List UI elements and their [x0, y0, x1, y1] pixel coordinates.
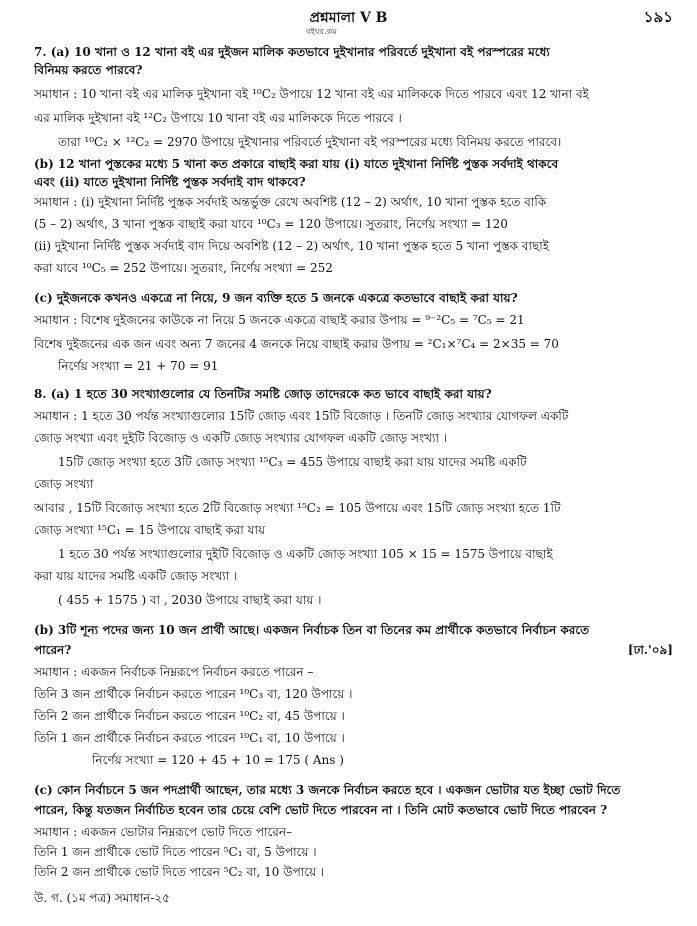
- q8b-sol-line3: তিনি 2 জন প্রার্থীকে নির্বাচন করতে পারেন ¹⁰C₂ বা, 45 উপায়ে ।: [34, 709, 345, 723]
- q8c-sol-line3: তিনি 2 জন প্রার্থীকে ভোট দিতে পারেন ⁵C₂ বা, 10 উপায়ে ।: [34, 865, 325, 879]
- q8b-sol-line1: সমাধান : একজন নির্বাচক নিম্নরূপে নির্বাচন করতে পারেন –: [34, 665, 314, 679]
- board-reference: [ঢা.'০৯]: [627, 643, 673, 657]
- q8b-sol-line2: তিনি 3 জন প্রার্থীকে নির্বাচন করতে পারেন ¹⁰C₃ বা, 120 উপায়ে ।: [34, 687, 353, 701]
- q8b-sol-line4: তিনি 1 জন প্রার্থীকে নির্বাচন করতে পারেন ¹⁰C₁ বা, 10 উপায়ে ।: [34, 731, 345, 745]
- q7a-line1: 7. (a) 10 খানা ও 12 খানা বই এর দুইজন মালিক কতভাবে দুইখানার পরিবর্তে দুইখানা বই পরস্পরের মধ্যে: [34, 45, 550, 59]
- q7b-sol-line2: (5 – 2) অর্থাৎ, 3 খানা পুস্তক বাছাই করা যাবে ¹⁰C₃ = 120 উপায়ে। সুতরাং, নির্ণেয় সংখ্যা = 120: [34, 217, 508, 231]
- page-footer: উ. গ. (১ম পত্র) সমাধান-২৫: [34, 891, 170, 905]
- q8a-sol-line3: 15টি জোড় সংখ্যা হতে 3টি জোড় সংখ্যা ¹⁵C₃ = 455 উপায়ে বাছাই করা যায় যাদের সমষ্টি একটি: [58, 455, 527, 469]
- q8a-sol-line4: জোড় সংখ্যা: [34, 477, 94, 491]
- q8a-sol-line6: জোড় সংখ্যা ¹⁵C₁ = 15 উপায়ে বাছাই করা যায়: [34, 523, 265, 537]
- q8c-sol-line1: সমাধান : একজন ভোটার নিম্নরূপে ভোট দিতে পারেন–: [34, 825, 293, 839]
- q8b-sol-line5: নির্ণেয় সংখ্যা = 120 + 45 + 10 = 175 ( Ans ): [92, 753, 344, 767]
- q7c-sol-line1: সমাধান : বিশেষ দুইজনের কাউকে না নিয়ে 5 জনকে একত্রে বাছাই করার উপায় = ⁹⁻²C₅ = ⁷C₅ = 21: [34, 313, 525, 327]
- q8c-sol-line2: তিনি 1 জন প্রার্থীকে ভোট দিতে পারেন ⁵C₁ বা, 5 উপায়ে ।: [34, 845, 317, 859]
- q8c-line1: (c) কোন নির্বাচনে 5 জন পদপ্রার্থী আছেন, তার মধ্যে 3 জনকে নির্বাচন করতে হবে । একজন ভোটার যত ইচ্ছা ভোট দিতে: [34, 783, 621, 797]
- q8b-line2: পারেন?: [34, 643, 72, 657]
- q7a-sol-line1: সমাধান : 10 খানা বই এর মালিক দুইখানা বই ¹⁰C₂ উপায়ে 12 খানা বই এর মালিককে দিতে পারবে এবং 12 খানা বই: [34, 87, 589, 101]
- chapter-title: প্রশ্নমালা V B: [309, 10, 388, 26]
- q8a-sol-line7: 1 হতে 30 পর্যন্ত সংখ্যাগুলোর দুইটি বিজোড় ও একটি জোড় সংখ্যা 105 × 15 = 1575 উপায়ে বাছাই: [58, 547, 553, 561]
- q7c-line1: (c) দুইজনকে কখনও একত্রে না নিয়ে, 9 জন ব্যক্তি হতে 5 জনকে একত্রে কতভাবে বাছাই করা যায়?: [34, 291, 518, 305]
- watermark-stamp: বইঘর.কম: [306, 27, 337, 36]
- q8a-sol-line8: করা যায় যাদের সমষ্টি একটি জোড় সংখ্যা ।: [34, 569, 238, 583]
- q7b-sol-line3: (ii) দুইখানা নির্দিষ্ট পুস্তক সর্বদাই বাদ দিয়ে অবশিষ্ট (12 – 2) অর্থাৎ, 10 খানা পুস্তক হতে 5 খানা পুস্তক বাছাই: [34, 239, 549, 253]
- q7b-line2: এবং (ii) যাতে দুইখানা নির্দিষ্ট পুস্তক সর্বদাই বাদ থাকবে?: [34, 175, 306, 189]
- q7b-line1: (b) 12 খানা পুস্তকের মধ্যে 5 খানা কত প্রকারে বাছাই করা যায় (i) যাতে দুইখানা নির্দিষ্ট পুস্তক সর্বদাই থাকবে: [34, 157, 559, 171]
- q8c-line2: পারেন, কিন্তু যতজন নির্বাচিত হবেন তার চেয়ে বেশি ভোট দিতে পারবেন না । তিনি মোট কতভাবে ভোট দিতে পারবেন ?: [34, 803, 608, 817]
- q7c-sol-line2: বিশেষ দুইজনের এক জন এবং অন্য 7 জনের 4 জনকে নিয়ে বাছাই করার উপায় = ²C₁×⁷C₄ = 2×35 = 70: [34, 337, 559, 351]
- q7b-sol-line4: করা যাবে ¹⁰C₅ = 252 উপায়ে। সুতরাং, নির্ণেয় সংখ্যা = 252: [34, 261, 333, 275]
- q7a-sol-line3: তারা ¹⁰C₂ × ¹²C₂ = 2970 উপায়ে দুইখানার পরিবর্তে দুইখানা বই পরস্পরের মধ্যে বিনিময় করতে পারবে।: [58, 135, 562, 149]
- q8a-sol-line2: জোড় সংখ্যা এবং দুইটি বিজোড় ও একটি জোড় সংখ্যার যোগফল একটি জোড় সংখ্যা ।: [34, 431, 448, 445]
- q8b-line1: (b) 3টি শূন্য পদের জন্য 10 জন প্রার্থী আছে। একজন নির্বাচক তিন বা তিনের কম প্রার্থীকে কতভাবে নির্বাচন করতে: [34, 623, 590, 637]
- q7a-line2: বিনিময় করতে পারবে?: [34, 63, 143, 77]
- q7a-sol-line2: এর মালিক দুইখানা বই ¹²C₂ উপায়ে 10 খানা বই এর মালিককে দিতে পারবে ।: [34, 111, 402, 125]
- q8a-line1: 8. (a) 1 হতে 30 সংখ্যাগুলোর যে তিনটির সমষ্টি জোড় তাদেরকে কত ভাবে বাছাই করা যায়?: [34, 387, 492, 401]
- page-header: [0, 6, 697, 28]
- q7c-sol-line3: নির্ণেয় সংখ্যা = 21 + 70 = 91: [58, 359, 219, 373]
- q7b-sol-line1: সমাধান : (i) দুইখানা নির্দিষ্ট পুস্তক সর্বদাই অন্তর্ভুক্ত রেখে অবশিষ্ট (12 – 2) অর্থাৎ, 10 খানা পুস্তক হতে বাকি: [34, 195, 547, 209]
- page-number: ১৯১: [643, 8, 673, 26]
- q8a-sol-line5: আবার , 15টি বিজোড় সংখ্যা হতে 2টি বিজোড় সংখ্যা ¹⁵C₂ = 105 উপায়ে এবং 15টি জোড় সংখ্যা হতে 1টি: [34, 501, 561, 515]
- q8a-sol-line9: ( 455 + 1575 ) বা , 2030 উপায়ে বাছাই করা যায় ।: [58, 593, 322, 607]
- q8a-sol-line1: সমাধান : 1 হতে 30 পর্যন্ত সংখ্যাগুলোর 15টি জোড় এবং 15টি বিজোড় । তিনটি জোড় সংখ্যার যোগফল একটি: [34, 409, 569, 423]
